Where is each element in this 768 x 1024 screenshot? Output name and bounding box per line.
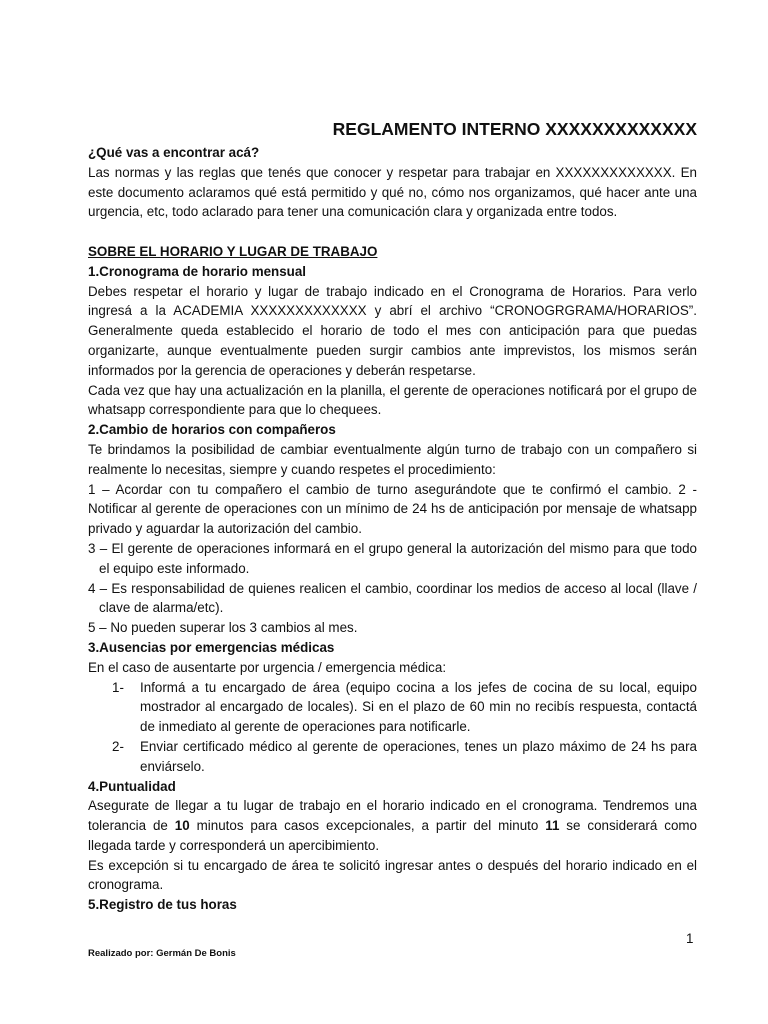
paragraph-cronograma-1: Debes respetar el horario y lugar de trabajo indicado en el Cronograma de Horarios. Para verlo ingresá a la ACADEMIA XXXXXXXXXXXXX y abrí el archivo “CRONOGRGRAMA/HORARIOS”. Generalmente queda establecido el horario de todo el mes con anticipación para que puedas organizarte, aunque eventualmente pueden surgir cambios ante imprevistos, los mismos serán informados por la gerencia de operaciones y deberán respetarse. [88,283,697,378]
heading-cambio-horarios: 2.Cambio de horarios con compañeros [88,422,336,438]
paragraph-cambio-steps-1-2: 1 – Acordar con tu compañero el cambio de turno asegurándote que te confirmó el cambio. 2 - Notificar al gerente de operaciones con un mínimo de 24 hs de anticipación por mensaje de whatsapp privado y aguardar la autorización del cambio. [88,481,697,537]
document-title: REGLAMENTO INTERNO XXXXXXXXXXXXX [332,119,697,139]
heading-registro-horas: 5.Registro de tus horas [88,897,237,913]
ausencias-list [88,678,697,777]
text-run: minutos para casos excepcionales, a partir del minuto [189,818,546,834]
paragraph-ausencias-intro: En el caso de ausentarte por urgencia / emergencia médica: [88,659,447,675]
footer-author: Realizado por: Germán De Bonis [88,948,236,959]
paragraph-cambio-step-3: 3 – El gerente de operaciones informará en el grupo general la autorización del mismo para que todo el equipo este informado. [88,540,697,576]
section-title-horario: SOBRE EL HORARIO Y LUGAR DE TRABAJO [88,243,378,259]
text-run: Asegurate de llegar a tu lugar de trabajo en el horario indicado en el cronograma. Tendremos una tolerancia de [88,798,697,834]
ausencias-list-item [88,678,697,737]
text-run: se considerará como llegada tarde y corresponderá un apercibimiento. [88,818,697,853]
late-minute: 11 [545,818,560,834]
list-item-text: Enviar certificado médico al gerente de operaciones, tenes un plazo máximo de 24 hs para enviárselo. [140,738,697,774]
heading-cronograma: 1.Cronograma de horario mensual [88,263,307,279]
tolerance-minutes: 10 [174,818,190,834]
paragraph-cambio-step-4: 4 – Es responsabilidad de quienes realicen el cambio, coordinar los medios de acceso al local (llave / clave de alarma/etc). [88,580,697,616]
heading-ausencias: 3.Ausencias por emergencias médicas [88,639,335,655]
paragraph-cronograma-2: Cada vez que hay una actualización en la planilla, el gerente de operaciones notificará por el grupo de whatsapp correspondiente para que lo chequees. [88,382,697,418]
page-number: 1 [686,931,694,946]
list-item-text: Informá a tu encargado de área (equipo cocina a los jefes de cocina de su local, equipo mostrador al encargado de locales). Si en el plazo de 60 min no recibís respuesta, contactá de inmediato al gerente de operaciones para notificarle. [140,679,697,735]
paragraph-cambio-step-5: 5 – No pueden superar los 3 cambios al mes. [88,620,358,636]
intro-heading: ¿Qué vas a encontrar acá? [88,145,260,160]
paragraph-cambio-intro: Te brindamos la posibilidad de cambiar eventualmente algún turno de trabajo con un compañero si realmente lo necesitas, siempre y cuando respetes el procedimiento: [88,441,697,477]
list-marker: 1- [112,679,124,695]
ausencias-list-item [88,737,697,777]
intro-paragraph: Las normas y las reglas que tenés que conocer y respetar para trabajar en XXXXXXXXXXXXX. En este documento aclaramos qué está permitido y qué no, cómo nos organizamos, qué hacer ante una urgencia, etc, todo aclarado para tener una comunicación clara y organizada entre todos. [88,164,697,220]
heading-puntualidad: 4.Puntualidad [88,778,176,794]
list-marker: 2- [112,738,124,754]
paragraph-puntualidad-2: Es excepción si tu encargado de área te solicitó ingresar antes o después del horario indicado en el cronograma. [88,857,697,893]
document-body [88,118,697,915]
paragraph-puntualidad-1 [88,796,697,855]
